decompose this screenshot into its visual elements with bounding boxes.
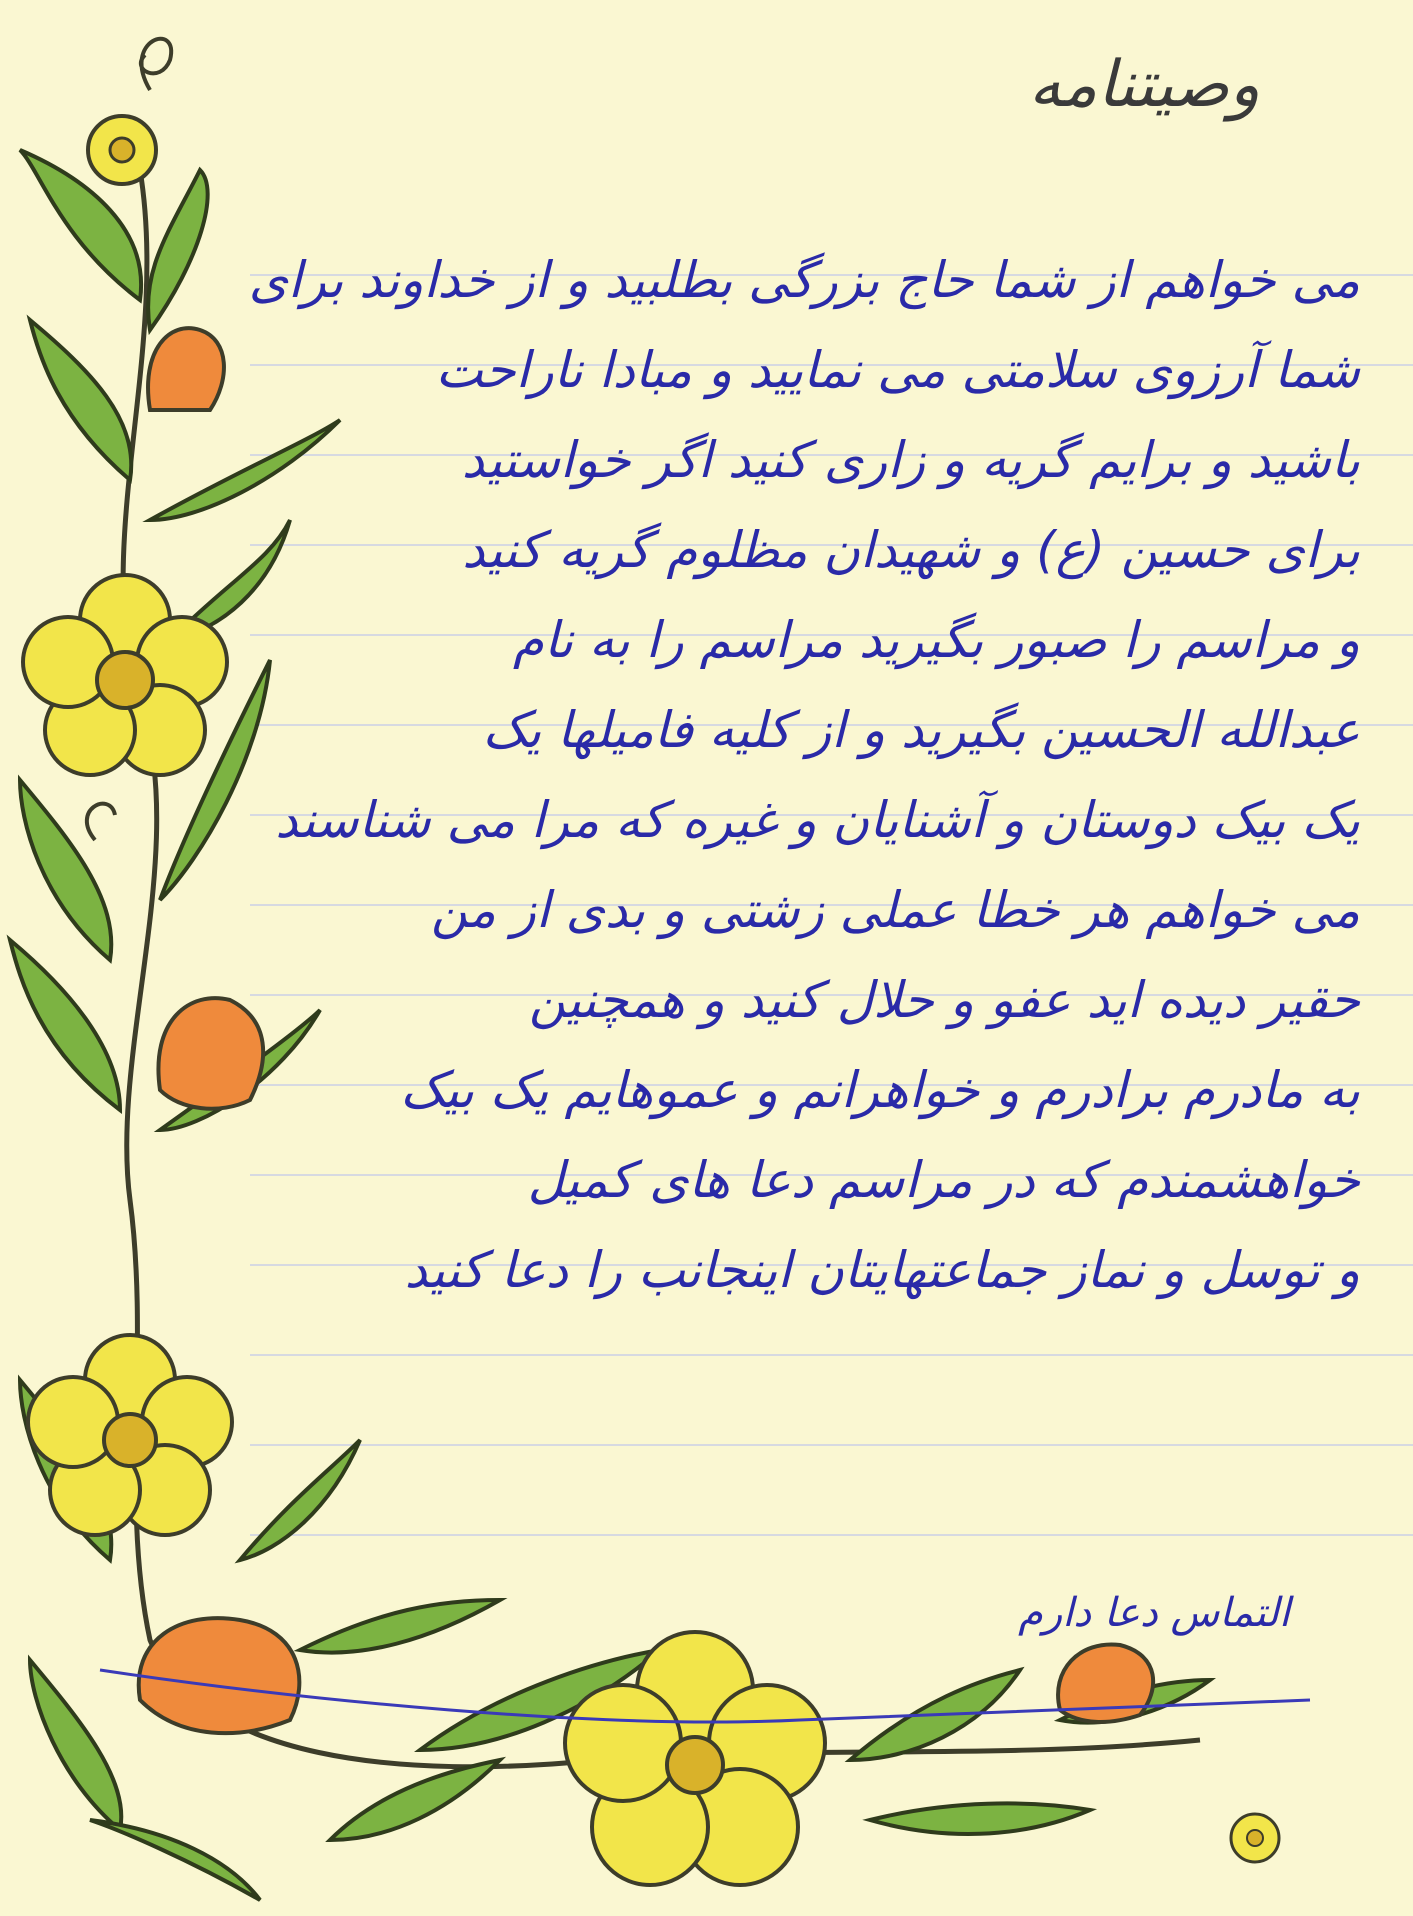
handwritten-line: عبدالله الحسین بگیرید و از کلیه فامیلها یک <box>482 701 1360 759</box>
handwritten-line: می خواهم هر خطا عملی زشتی و بدی از من <box>431 881 1360 939</box>
handwritten-line: برای حسین (ع) و شهیدان مظلوم گریه کنید <box>462 521 1360 579</box>
handwritten-line: می خواهم از شما حاج بزرگی بطلبید و از خداوند برای <box>248 251 1360 309</box>
signoff: التماس دعا دارم <box>1018 1590 1290 1636</box>
handwritten-line: یک بیک دوستان و آشنایان و غیره که مرا می شناسند <box>275 791 1360 849</box>
document-title: وصیتنامه <box>1028 48 1260 122</box>
handwritten-line: حقیر دیده اید عفو و حلال کنید و همچنین <box>528 971 1360 1029</box>
handwritten-line: و توسل و نماز جماعتهایتان اینجانب را دعا کنید <box>404 1241 1360 1299</box>
handwritten-line: و مراسم را صبور بگیرید مراسم را به نام <box>513 611 1360 669</box>
handwritten-line: شما آرزوی سلامتی می نمایید و مبادا ناراحت <box>435 341 1360 399</box>
handwritten-line: خواهشمندم که در مراسم دعا های کمیل <box>527 1151 1360 1209</box>
handwritten-line: باشید و برایم گریه و زاری کنید اگر خواستید <box>461 431 1360 489</box>
handwritten-line: به مادرم برادرم و خواهرانم و عموهایم یک بیک <box>400 1061 1360 1119</box>
